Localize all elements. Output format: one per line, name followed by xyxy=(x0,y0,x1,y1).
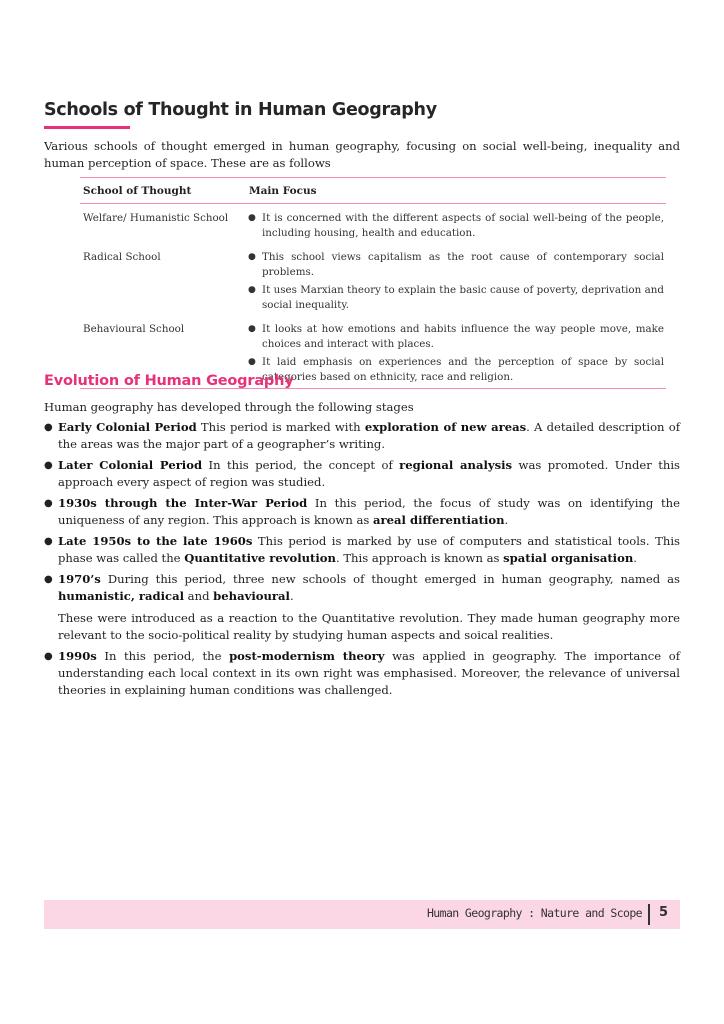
list-item: ● 1970’s During this period, three new schools of thought emerged in human geography, named as humanistic, radical and behavioural. These were introduced as a reaction to the Quantitative revolution. They made human geography more relevant to the socio-political reality by studying human aspects and soical realities. xyxy=(44,572,680,642)
bullet-icon: ● xyxy=(248,357,256,367)
list-item: ● Early Colonial Period This period is marked with exploration of new areas. A detailed description of the areas was the major part of a geographer’s writing. xyxy=(44,420,680,451)
stages-list xyxy=(44,419,680,703)
schools-table xyxy=(80,177,666,389)
bullet-icon: ● xyxy=(248,252,256,262)
page-footer xyxy=(44,900,680,929)
page-number: 5 xyxy=(658,905,668,920)
focus-item: ● It laid emphasis on experiences and the perception of space by social categories based on ethnicity, race and religion. xyxy=(248,356,664,383)
header-focus: Main Focus xyxy=(249,184,317,197)
bullet-icon: ● xyxy=(44,651,53,662)
bullet-icon: ● xyxy=(44,536,53,547)
school-name: Radical School xyxy=(83,251,161,263)
header-school: School of Thought xyxy=(83,184,192,197)
bullet-icon: ● xyxy=(248,285,256,295)
bullet-icon: ● xyxy=(248,324,256,334)
intro-paragraph: Various schools of thought emerged in human geography, focusing on social well-being, inequality and human perception of space. These are as follows xyxy=(44,139,680,170)
focus-item: ● It is concerned with the different aspects of social well-being of the people, including housing, health and education. xyxy=(248,212,664,239)
bullet-icon: ● xyxy=(44,574,53,585)
evolution-heading: Evolution of Human Geography xyxy=(44,373,294,389)
focus-item: ● This school views capitalism as the root cause of contemporary social problems. xyxy=(248,251,664,278)
bullet-icon: ● xyxy=(44,498,53,509)
list-item: ● 1990s In this period, the post-modernism theory was applied in geography. The importance of understanding each local context in its own right was emphasised. Moreover, the relevance of universal theories in explaining human conditions was challenged. xyxy=(44,649,680,697)
page-title: Schools of Thought in Human Geography xyxy=(44,100,437,120)
evolution-intro: Human geography has developed through the following stages xyxy=(44,400,414,414)
footer-divider xyxy=(648,904,650,925)
focus-item: ● It uses Marxian theory to explain the basic cause of poverty, deprivation and social inequality. xyxy=(248,284,664,311)
table-header xyxy=(80,178,666,204)
list-item: ● 1930s through the Inter-War Period In this period, the focus of study was on identifying the uniqueness of any region. This approach is known as areal differentiation. xyxy=(44,496,680,527)
bullet-icon: ● xyxy=(248,213,256,223)
school-name: Welfare/ Humanistic School xyxy=(83,212,229,224)
table-row xyxy=(80,204,666,244)
list-item: ● Late 1950s to the late 1960s This period is marked by use of computers and statistical tools. This phase was called the Quantitative revolution. This approach is known as spatial organisation. xyxy=(44,534,680,565)
bullet-icon: ● xyxy=(44,422,53,433)
footer-chapter-title: Human Geography : Nature and Scope xyxy=(426,906,642,920)
title-underline xyxy=(44,126,130,129)
school-name: Behavioural School xyxy=(83,323,185,335)
stage-note: These were introduced as a reaction to the Quantitative revolution. They made human geography more relevant to the socio-political reality by studying human aspects and soical realities. xyxy=(58,611,680,642)
focus-item: ● It looks at how emotions and habits influence the way people move, make choices and interact with places. xyxy=(248,323,664,350)
list-item: ● Later Colonial Period In this period, the concept of regional analysis was promoted. Under this approach every aspect of region was studied. xyxy=(44,458,680,489)
bullet-icon: ● xyxy=(44,460,53,471)
table-row xyxy=(80,244,666,316)
